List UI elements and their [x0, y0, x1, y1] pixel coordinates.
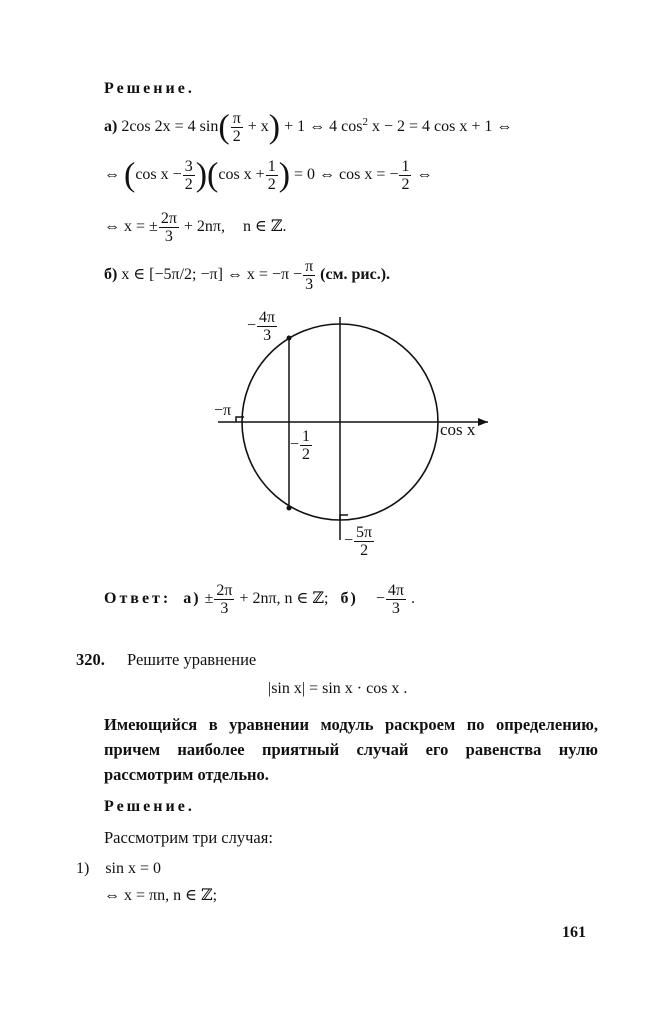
part-a-line-2: ⇔ (cos x − $\frac{3}{2}$ )(cos x + $\frac{1}{2}$ ) = 0 ⇔ cos x = − $\frac{1}{2}$ ⇔ — [104, 156, 433, 194]
part-a-line-1: а) 2cos 2x = 4 sin( $\frac{\pi}{2}$ + x) + 1 ⇔ 4 $\cos^2 x - 2 = 4$ cos x + 1 ⇔ — [104, 108, 513, 146]
part-b-line: б) x ∈ [−5π/2; −π] ⇔ x = −π − $\frac{\pi}{3}$ (см. рис.). — [104, 258, 391, 293]
part-a-lhs: 2cos 2x = 4 sin — [121, 118, 219, 136]
label-cos-x: cos x — [440, 420, 476, 439]
fraction-pi-3: $\frac{\pi}{3}$ — [305, 258, 314, 293]
case-1-line-1: 1) sin x = 0 — [76, 860, 162, 877]
cos-axis-arrow — [478, 418, 488, 426]
point-4pi-3 — [287, 336, 292, 341]
label-minus-5pi-2: − $\frac{5\pi}{2}$ — [344, 524, 373, 559]
label-minus-half: − $\frac{1}{2}$ — [290, 428, 311, 463]
page-number: 161 — [562, 924, 586, 941]
problem-equation: |sin x| = sin x · cos x . — [268, 680, 408, 697]
fraction-3-2: $\frac{3}{2}$ — [184, 158, 193, 193]
hint-paragraph: Имеющийся в уравнении модуль раскроем по определению, причем наиболее приятный случай его равенства нулю рассмотрим отдельно. — [104, 715, 598, 784]
fraction-2pi-3: $\frac{2\pi}{3}$ — [160, 210, 177, 245]
label-minus-4pi-3: − $\frac{4\pi}{3}$ — [247, 309, 276, 344]
point-bottom — [287, 506, 292, 511]
fraction-1-2-b: $\frac{1}{2}$ — [401, 158, 410, 193]
solution-heading-1: Решение. — [104, 80, 195, 97]
cases-intro: Рассмотрим три случая: — [104, 828, 273, 847]
problem-title: Решите уравнение — [127, 650, 257, 669]
part-a-label: а) — [104, 118, 118, 136]
problem-number: 320. — [76, 650, 105, 669]
case-1-line-2: ⇔ x = πn, n ∈ ℤ; — [104, 887, 218, 904]
fraction-1-2: $\frac{1}{2}$ — [267, 158, 276, 193]
solution-heading-2: Решение. — [104, 798, 195, 815]
fraction-pi-2: $\frac{\pi}{2}$ — [232, 110, 241, 145]
answer-line: Ответ: а) ± $\frac{2\pi}{3}$ + 2nπ, n ∈ ℤ; б) − $\frac{4\pi}{3}$ . — [104, 582, 415, 617]
label-minus-pi: −π — [214, 402, 232, 419]
part-a-line-3: ⇔ x = ± $\frac{2\pi}{3}$ + 2nπ, n ∈ ℤ. — [104, 210, 287, 245]
problem-header — [76, 650, 256, 670]
